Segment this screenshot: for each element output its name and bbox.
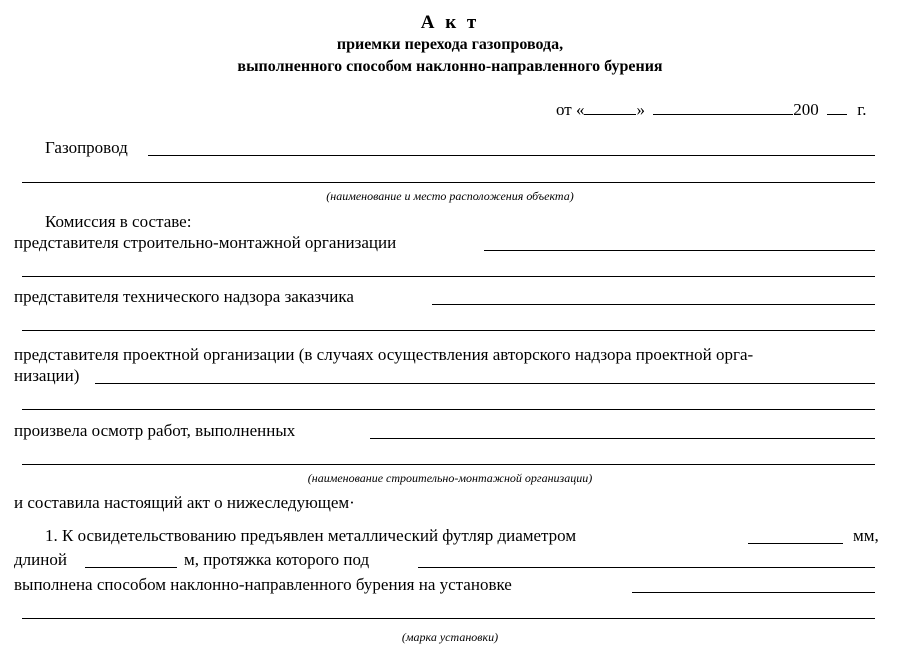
document-title: А к т	[420, 12, 480, 33]
date-month-field[interactable]	[653, 100, 793, 115]
rep-construction-field-continued[interactable]	[22, 276, 875, 277]
hint-rig: (марка установки)	[401, 630, 499, 644]
hint-object: (наименование и место расположения объекта)	[326, 189, 574, 203]
unit-mm: мм,	[853, 526, 879, 545]
gas-pipeline-label: Газопровод	[45, 138, 128, 157]
inspected-label: произвела осмотр работ, выполненных	[14, 421, 296, 440]
rep-technical-field[interactable]	[432, 304, 875, 305]
commission-label: Комиссия в составе:	[45, 212, 192, 231]
organization-field[interactable]	[22, 464, 875, 465]
date-year-prefix: 200	[793, 100, 819, 119]
date-suffix: г.	[857, 100, 867, 119]
date-day-field[interactable]	[584, 100, 636, 115]
item1-line-3: выполнена способом наклонно-направленного бурения на установке	[14, 575, 512, 594]
item1-line-2: м, протяжка которого под	[184, 550, 370, 569]
under-obstacle-field[interactable]	[418, 567, 875, 568]
rig-field[interactable]	[632, 592, 875, 593]
rig-field-continued[interactable]	[22, 618, 875, 619]
date-line	[556, 100, 867, 120]
rep-design-label-line-1: представителя проектной организации (в случаях осуществления авторского надзора проектной орга-	[14, 345, 754, 364]
length-field[interactable]	[85, 567, 177, 568]
inspected-field[interactable]	[370, 438, 875, 439]
rep-design-label-line-2: низации)	[14, 366, 80, 385]
item1-line-1: 1. К освидетельствованию предъявлен металлический футляр диаметром	[45, 526, 577, 545]
rep-technical-label: представителя технического надзора заказчика	[14, 287, 354, 306]
rep-construction-field[interactable]	[484, 250, 875, 251]
date-year-field[interactable]	[827, 100, 847, 115]
document-subtitle-line-1: приемки перехода газопровода,	[336, 36, 564, 53]
rep-technical-field-continued[interactable]	[22, 330, 875, 331]
date-quote-close: »	[636, 100, 645, 119]
gas-pipeline-field[interactable]	[148, 155, 875, 156]
document-subtitle-line-2: выполненного способом наклонно-направленного бурения	[237, 58, 663, 75]
rep-design-field-continued[interactable]	[22, 409, 875, 410]
gas-pipeline-field-continued[interactable]	[22, 182, 875, 183]
item1-length-label: длиной	[14, 550, 67, 569]
rep-design-field[interactable]	[95, 383, 875, 384]
rep-construction-label: представителя строительно-монтажной организации	[14, 233, 397, 252]
compiled-label: и составила настоящий акт о нижеследующем·	[14, 493, 355, 512]
diameter-field[interactable]	[748, 543, 843, 544]
hint-organization: (наименование строительно-монтажной организации)	[307, 471, 593, 485]
date-prefix: от «	[556, 100, 585, 119]
